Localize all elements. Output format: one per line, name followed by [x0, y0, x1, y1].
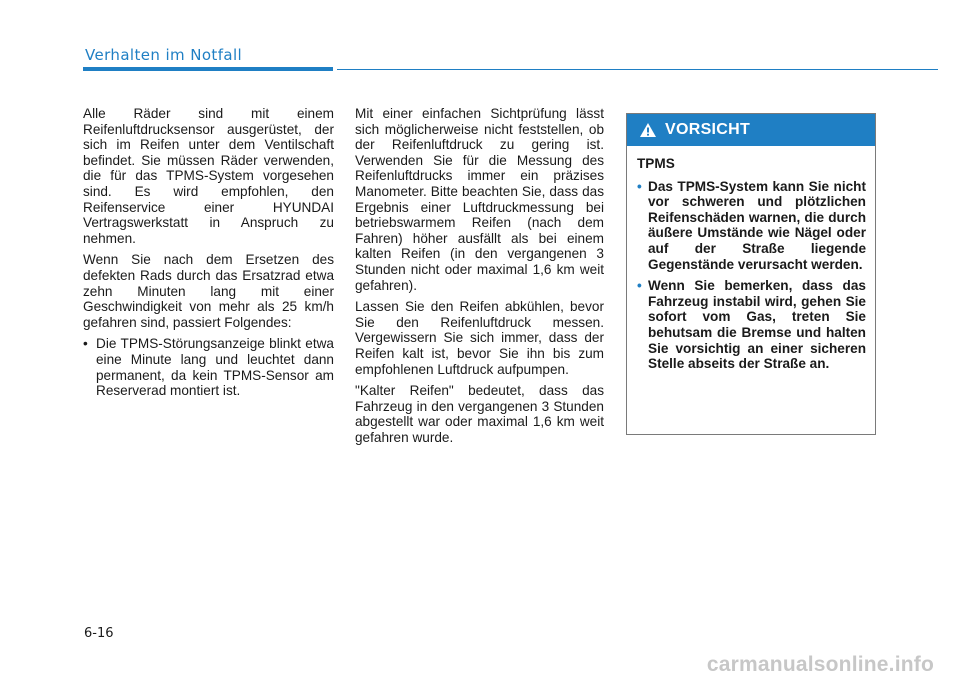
bullet-icon: • — [637, 178, 642, 194]
list-item-text: Die TPMS-Störungsanzeige blinkt etwa eine Minute lang und leuchtet dann permanent, da kein TPMS-Sensor am Reserverad montiert ist. — [96, 336, 334, 399]
left-bullet-list — [83, 336, 334, 398]
caution-title: VORSICHT — [665, 121, 751, 138]
caution-box — [626, 113, 876, 435]
middle-paragraph-1: Mit einer einfachen Sichtprüfung lässt sich möglicherweise nicht feststellen, ob der Reifenluftdruck zu gering ist. Verwenden Sie für die Messung des Reifenluftdrucks immer ein präzises Manometer. Bitte beachten Sie, dass das Ergebnis einer Luftdruckmessung bei betriebswarmem Reifen (nach dem Fahren) höher ausfällt als bei einem kalten Reifen (in den vergangenen 3 Stunden nicht oder maximal 1,6 km weit gefahren). — [355, 106, 604, 293]
left-paragraph-1: Alle Räder sind mit einem Reifenluftdrucksensor ausgerüstet, der sich im Reifen unter dem Ventilschaft befindet. Sie müssen Räder verwenden, die für das TPMS-System vorgesehen sind. Es wird empfohlen, den Reifenservice einer HYUNDAI Vertragswerkstatt in Anspruch zu nehmen. — [83, 106, 334, 246]
watermark: carmanualsonline.info — [706, 653, 934, 676]
middle-paragraph-3: "Kalter Reifen" bedeutet, dass das Fahrzeug in den vergangenen 3 Stunden abgestellt war oder maximal 1,6 km weit gefahren wurde. — [355, 383, 604, 445]
list-item — [637, 278, 866, 372]
caution-heading: TPMS — [637, 156, 675, 171]
warning-triangle-icon — [639, 122, 657, 138]
left-column — [83, 106, 334, 399]
header-rule-thin — [337, 69, 938, 70]
list-item-text: Das TPMS-System kann Sie nicht vor schweren und plötzlichen Reifenschäden warnen, die durch äußere Umstände wie Nägel oder auf der Straße liegende Gegenstände verursacht werden. — [648, 178, 866, 272]
middle-column — [355, 106, 604, 451]
bullet-icon: • — [637, 278, 642, 294]
list-item — [83, 336, 334, 398]
middle-paragraph-2: Lassen Sie den Reifen abkühlen, bevor Sie den Reifenluftdruck messen. Vergewissern Sie sich immer, dass der Reifen kalt ist, bevor Sie ihn bis zum empfohlenen Luftdruck aufpumpen. — [355, 299, 604, 377]
caution-list — [637, 179, 866, 372]
bullet-icon: • — [83, 336, 88, 352]
page-number: 6-16 — [84, 626, 114, 641]
section-title: Verhalten im Notfall — [85, 46, 243, 64]
caution-body — [627, 146, 875, 372]
list-item-text: Wenn Sie bemerken, dass das Fahrzeug instabil wird, gehen Sie sofort vom Gas, treten Sie behutsam die Bremse und halten Sie vorsichtig an einer sicheren Stelle abseits der Straße an. — [648, 278, 866, 372]
list-item — [637, 179, 866, 273]
header-rule-thick — [83, 67, 333, 71]
left-paragraph-2: Wenn Sie nach dem Ersetzen des defekten Rads durch das Ersatzrad etwa zehn Minuten lang mit einer Geschwindigkeit von mehr als 25 km/h gefahren sind, passiert Folgendes: — [83, 252, 334, 330]
caution-header — [627, 114, 875, 146]
